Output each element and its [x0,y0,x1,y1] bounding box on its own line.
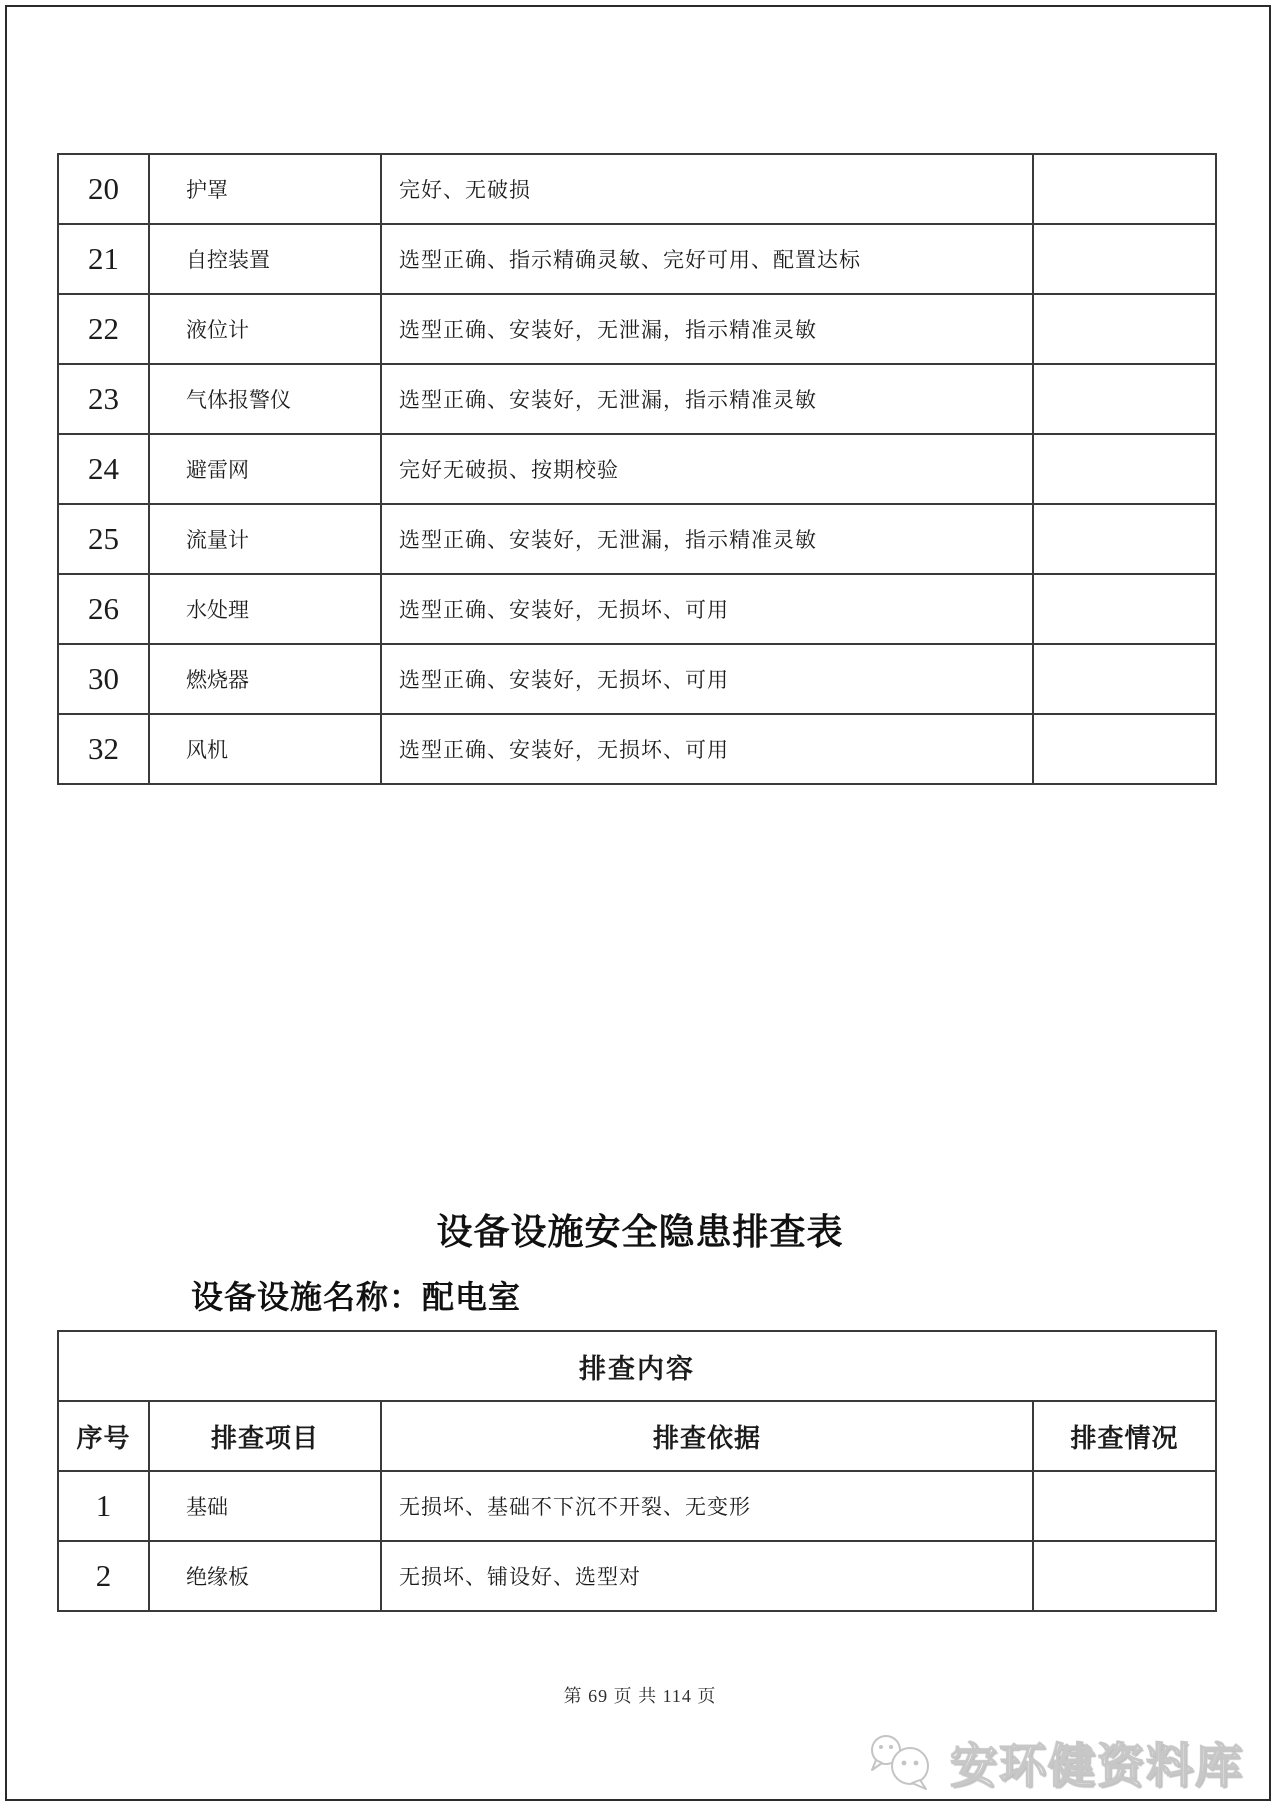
table-row [58,574,1216,644]
cell-basis: 选型正确、安装好，无泄漏，指示精准灵敏 [381,364,1033,434]
cell-no: 22 [58,294,149,364]
cell-basis: 选型正确、指示精确灵敏、完好可用、配置达标 [381,224,1033,294]
cell-no: 30 [58,644,149,714]
cell-status [1033,1471,1216,1541]
cell-item: 风机 [149,714,381,784]
merged-header-row [58,1331,1216,1401]
cell-status [1033,1541,1216,1611]
cell-item: 避雷网 [149,434,381,504]
column-header-basis: 排查依据 [381,1401,1033,1471]
cell-no: 32 [58,714,149,784]
chat-bubbles-logo [866,1732,940,1792]
inspection-table [57,1330,1217,1612]
cell-no: 25 [58,504,149,574]
watermark [866,1731,1244,1793]
table-row [58,154,1216,224]
cell-item: 绝缘板 [149,1541,381,1611]
cell-basis: 完好、无破损 [381,154,1033,224]
table-row [58,714,1216,784]
cell-status [1033,434,1216,504]
table-row [58,224,1216,294]
table-row [58,1541,1216,1611]
cell-item: 自控装置 [149,224,381,294]
cell-item: 燃烧器 [149,644,381,714]
cell-basis: 选型正确、安装好，无损坏、可用 [381,574,1033,644]
column-header-item: 排查项目 [149,1401,381,1471]
cell-item: 基础 [149,1471,381,1541]
cell-basis: 无损坏、铺设好、选型对 [381,1541,1033,1611]
table-row [58,644,1216,714]
page-number: 第 69 页 共 114 页 [563,1686,717,1706]
table-row [58,434,1216,504]
section-title: 设备设施安全隐患排查表 [436,1212,844,1252]
cell-no: 21 [58,224,149,294]
merged-header: 排查内容 [58,1331,1216,1401]
cell-basis: 完好无破损、按期校验 [381,434,1033,504]
cell-no: 24 [58,434,149,504]
cell-basis: 选型正确、安装好，无损坏、可用 [381,644,1033,714]
cell-status [1033,644,1216,714]
cell-item: 液位计 [149,294,381,364]
watermark-text: 安环健资料库 [950,1740,1244,1793]
cell-no: 2 [58,1541,149,1611]
cell-status [1033,294,1216,364]
cell-status [1033,574,1216,644]
continuation-table [57,153,1217,785]
table-row [58,294,1216,364]
cell-status [1033,504,1216,574]
cell-status [1033,714,1216,784]
column-header-row [58,1401,1216,1471]
cell-no: 26 [58,574,149,644]
cell-no: 20 [58,154,149,224]
cell-item: 水处理 [149,574,381,644]
cell-item: 护罩 [149,154,381,224]
cell-no: 1 [58,1471,149,1541]
section-subtitle: 设备设施名称：配电室 [191,1279,522,1315]
table-row [58,504,1216,574]
cell-no: 23 [58,364,149,434]
cell-basis: 选型正确、安装好，无泄漏，指示精准灵敏 [381,294,1033,364]
cell-status [1033,224,1216,294]
cell-item: 气体报警仪 [149,364,381,434]
cell-basis: 无损坏、基础不下沉不开裂、无变形 [381,1471,1033,1541]
cell-item: 流量计 [149,504,381,574]
table-row [58,364,1216,434]
column-header-no: 序号 [58,1401,149,1471]
cell-status [1033,364,1216,434]
cell-status [1033,154,1216,224]
cell-basis: 选型正确、安装好，无损坏、可用 [381,714,1033,784]
table-row [58,1471,1216,1541]
cell-basis: 选型正确、安装好，无泄漏，指示精准灵敏 [381,504,1033,574]
column-header-status: 排查情况 [1033,1401,1216,1471]
